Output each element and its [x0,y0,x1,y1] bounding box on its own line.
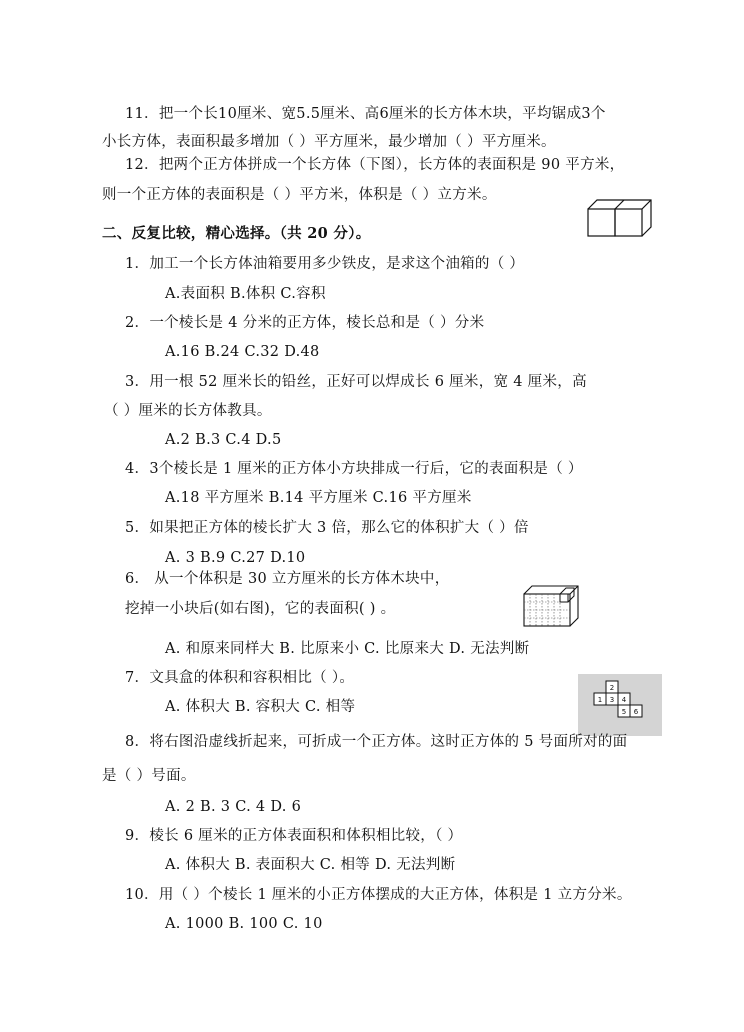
choice-7: 7．文具盒的体积和容积相比（ ）。 [125,670,355,686]
net-label-2: 2 [609,684,615,692]
choice-6-line2: 挖掉一小块后(如右图)，它的表面积( ) 。 [125,601,396,617]
choice-2: 2．一个棱长是 4 分米的正方体，棱长总和是（ ）分米 [125,315,485,331]
choice-9: 9．棱长 6 厘米的正方体表面积和体积相比较，（ ） [125,828,463,844]
choice-8-line2: 是（ ）号面。 [102,768,196,784]
q11-line1: 11．把一个长10厘米、宽5.5厘米、高6厘米的长方体木块，平均锯成3个 [125,106,606,122]
net-label-1: 1 [597,696,603,704]
choice-8-options: A. 2 B. 3 C. 4 D. 6 [165,799,302,815]
choice-3-line1: 3．用一根 52 厘米长的铅丝，正好可以焊成长 6 厘米，宽 4 厘米，高 [125,374,587,390]
section-2-heading: 二、反复比较，精心选择。（共 20 分）。 [102,225,371,242]
choice-10-options: A. 1000 B. 100 C. 10 [165,916,323,932]
q12-line1: 12．把两个正方体拼成一个长方体（下图），长方体的表面积是 90 平方米， [125,157,625,173]
choice-4: 4．3个棱长是 1 厘米的正方体小方块排成一行后，它的表面积是（ ） [125,461,583,477]
choice-3-options: A.2 B.3 C.4 D.5 [165,432,282,448]
choice-2-options: A.16 B.24 C.32 D.48 [165,344,320,360]
choice-6-line1: 6． 从一个体积是 30 立方厘米的长方体木块中， [125,571,450,587]
two-cubes-figure [586,198,652,238]
choice-5-options: A. 3 B.9 C.27 D.10 [165,550,306,566]
q12-line2: 则一个正方体的表面积是（ ）平方米，体积是（ ）立方米。 [102,187,497,203]
cube-net-figure [578,674,662,736]
net-label-6: 6 [633,708,639,716]
choice-6-options: A. 和原来同样大 B. 比原来小 C. 比原来大 D. 无法判断 [165,641,530,657]
notched-block-figure [522,584,580,628]
choice-3-line2: （ ）厘米的长方体教具。 [104,403,272,419]
choice-1: 1．加工一个长方体油箱要用多少铁皮，是求这个油箱的（ ） [125,256,525,272]
net-label-3: 3 [609,696,615,704]
q11-line2: 小长方体，表面积最多增加（ ）平方厘米，最少增加（ ）平方厘米。 [102,134,556,150]
choice-5: 5．如果把正方体的棱长扩大 3 倍，那么它的体积扩大（ ）倍 [125,520,529,536]
net-label-4: 4 [621,696,627,704]
choice-10: 10．用（ ）个棱长 1 厘米的小正方体摆成的大正方体，体积是 1 立方分米。 [125,887,632,903]
choice-7-options: A. 体积大 B. 容积大 C. 相等 [165,699,356,715]
choice-4-options: A.18 平方厘米 B.14 平方厘米 C.16 平方厘米 [165,490,472,506]
net-label-5: 5 [621,708,627,716]
choice-1-options: A.表面积 B.体积 C.容积 [165,286,326,302]
choice-8-line1: 8．将右图沿虚线折起来，可折成一个正方体。这时正方体的 5 号面所对的面 [125,734,628,750]
choice-9-options: A. 体积大 B. 表面积大 C. 相等 D. 无法判断 [165,857,456,873]
